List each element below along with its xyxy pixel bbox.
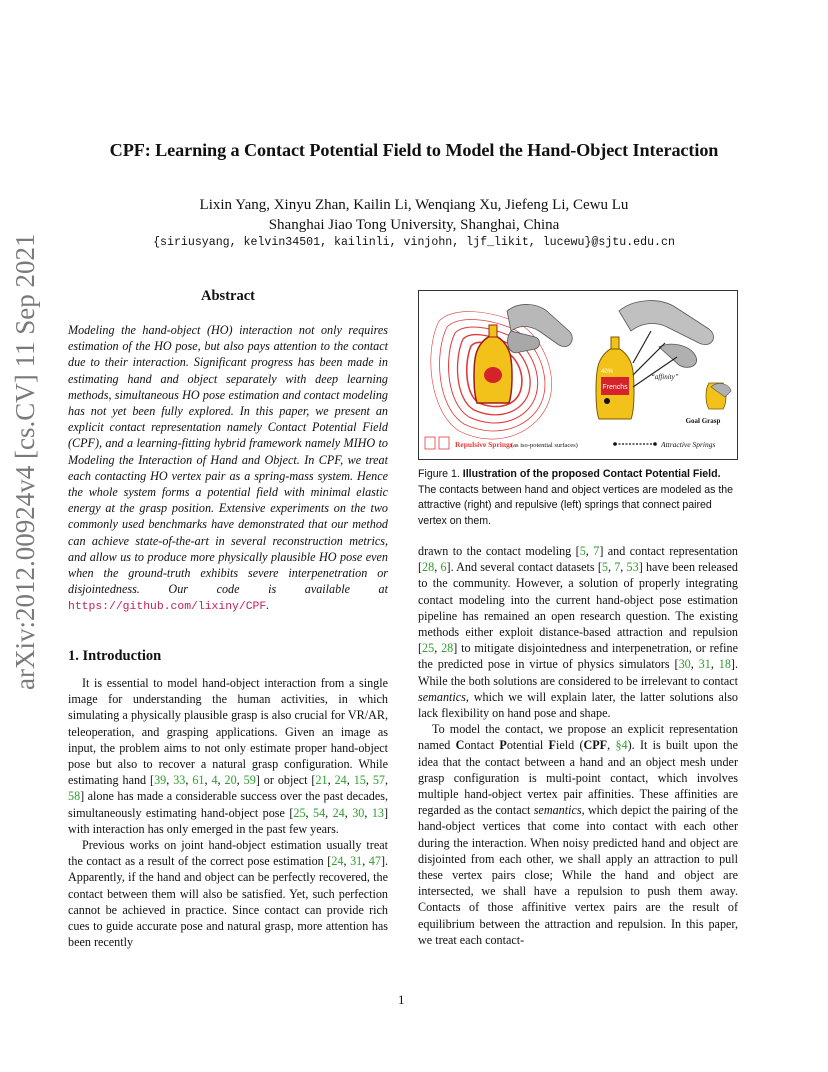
text-run: ] have been released to the community. However, a solution of properly integrating contact modeling into the current hand-object pose estimation pipeline has remained an open research question. The existing methods either exploit distance-based attraction and repulsion [	[418, 560, 738, 656]
text-run: ,	[607, 738, 616, 753]
caption-prefix: Figure 1.	[418, 468, 463, 480]
text-run: ,	[344, 805, 353, 820]
citation-link[interactable]: 30	[678, 657, 691, 672]
caption-title: Illustration of the proposed Contact Potential Field.	[462, 468, 721, 480]
goal-grasp-label: Goal Grasp	[685, 417, 721, 425]
abstract-text	[68, 322, 388, 616]
text-run: ,	[327, 773, 335, 788]
text-run: ]. Apparently, if the hand and object can be perfectly recovered, the contact between them will also be satisfied. Yet, such perfection cannot be achieved in practice. Since contact can provide rich cues to guide accurate pose and natural grasp, more attention has been recently	[68, 854, 389, 950]
contact-vertex	[604, 398, 610, 404]
text-run: ,	[710, 657, 719, 672]
hand-right	[619, 301, 714, 368]
citation-link[interactable]: 59	[243, 773, 256, 788]
bottle-badge-label: 40%	[600, 369, 614, 375]
text-run: ] and contact representation [	[418, 544, 738, 575]
acronym-letter: F	[548, 738, 556, 753]
abstract-end: .	[266, 598, 270, 613]
text-run: , which we will explain later, the latter solutions also lack flexibility on hand pose and shape.	[418, 689, 738, 721]
text-run: ]. And several contact datasets [	[446, 560, 602, 575]
affiliation: Shanghai Jiao Tong University, Shanghai, China	[268, 217, 560, 233]
hand-left	[507, 304, 572, 353]
text-run: ,	[690, 657, 699, 672]
citation-link[interactable]: 25	[422, 641, 435, 656]
page-number: 1	[398, 992, 405, 1007]
citation-link[interactable]: 5	[601, 560, 608, 575]
figure-legend	[425, 437, 715, 449]
arxiv-identifier: arXiv:2012.00924v4 [cs.CV] 11 Sep 2021	[10, 233, 40, 690]
text-run: ]. While the both solutions are considered to be irrelevant to contact	[418, 657, 738, 688]
text-run: , which depict the pairing of the hand-object vertices that come into contact with each other during the interaction. When noisy predicted hand and object are disjointed from each other, we shall apply an attraction to pull these vertex pairs close; While the hand and object are intersected, we shall have a repulsion to push them away. Contacts of those affinitive vertex pairs are the result of equilibrium between the attraction and repulsion. In this paper, we treat each contact-	[418, 803, 738, 947]
figure-1-caption	[418, 467, 738, 529]
text-run: ,	[385, 773, 389, 788]
citation-link[interactable]: 28	[422, 560, 435, 575]
citation-link[interactable]: 24	[332, 805, 345, 820]
text-run: ,	[620, 560, 627, 575]
citation-link[interactable]: 53	[626, 560, 639, 575]
goal-grasp-inset	[706, 383, 731, 409]
text-run: ,	[166, 773, 174, 788]
citation-link[interactable]: 54	[313, 805, 326, 820]
repulsive-legend-note: (as iso-potential surfaces)	[511, 442, 578, 449]
text-run: ). It is built upon the idea that the contact between a hand and an object mesh under grasp configuration is multi-point contact, which involves multiple hand-object vertex pair affinities. These affinities are regarded as the contact	[418, 738, 738, 818]
citation-link[interactable]: 5	[579, 544, 586, 558]
citation-link[interactable]: 18	[718, 657, 731, 672]
text-run: ,	[365, 773, 373, 788]
text-run: ,	[185, 773, 193, 788]
citation-link[interactable]: 6	[440, 560, 447, 575]
author-emails: {siriusyang, kelvin34501, kailinli, vinjohn, ljf_likit, lucewu}@sjtu.edu.cn	[153, 236, 675, 249]
citation-link[interactable]: 21	[315, 773, 328, 788]
citation-link[interactable]: 33	[173, 773, 186, 788]
citation-link[interactable]: §4	[615, 738, 628, 753]
citation-link[interactable]: 28	[441, 641, 454, 656]
object-bottle-right	[596, 337, 634, 419]
affinity-label: “affinity”	[651, 373, 679, 381]
introduction-heading: 1. Introduction	[68, 648, 162, 664]
citation-link[interactable]: 58	[68, 789, 81, 804]
text-run: ,	[607, 560, 615, 575]
right-paragraph-2	[418, 721, 738, 948]
right-column-text	[418, 543, 738, 948]
citation-link[interactable]: 30	[352, 805, 365, 820]
repulsive-legend-label: Repulsive Springs	[455, 440, 513, 449]
caption-body: The contacts between hand and object vertices are modeled as the attractive (right) and repulsive (left) springs that connect paired vertex on them.	[418, 483, 734, 527]
text-run: It is essential to model hand-object interaction from a single image for understanding the human activities, in which simulating a physically plausible grasp is also crucial for VR/AR, teleoperation, and grasping applications. Given an image as input, the problem aims to not only estimate proper hand-object pose but also to recover a natural grasp configuration. While estimating hand [	[68, 676, 388, 788]
text-run: ,	[362, 854, 369, 869]
citation-link[interactable]: 39	[154, 773, 167, 788]
text-run: ,	[434, 641, 442, 656]
attractive-legend-label: Attractive Springs	[661, 440, 716, 449]
abstract-heading: Abstract	[201, 288, 255, 304]
citation-link[interactable]: 47	[368, 854, 381, 869]
introduction-text	[68, 675, 388, 950]
citation-link[interactable]: 31	[350, 854, 363, 869]
citation-link[interactable]: 24	[334, 773, 347, 788]
paper-title: CPF: Learning a Contact Potential Field to Model the Hand-Object Interaction	[109, 140, 719, 160]
citation-link[interactable]: 4	[211, 773, 218, 788]
text-run: ,	[434, 560, 441, 575]
text-run: ] alone has made a considerable success over the past decades, simultaneously estimating hand-object pose [	[68, 789, 388, 820]
text-run: ] with interaction has only emerged in the past few years.	[68, 805, 389, 836]
intro-paragraph-2	[68, 837, 388, 950]
author-block	[40, 195, 788, 235]
citation-link[interactable]: 31	[698, 657, 711, 672]
citation-link[interactable]: 57	[372, 773, 385, 788]
intro-paragraph-1	[68, 675, 388, 837]
text-run: ] to mitigate disjointedness and interpenetration, or refine the predicted pose in virtue of physics simulators [	[418, 641, 738, 672]
text-run: Previous works on joint hand-object estimation usually treat the contact as a result of the correct pose estimation [	[68, 838, 388, 869]
citation-link[interactable]: 13	[371, 805, 384, 820]
text-run: ,	[217, 773, 225, 788]
text-run: To model the contact, we propose an explicit representation named	[418, 722, 738, 753]
text-run: ,	[343, 854, 351, 869]
emphasis-text: semantics	[418, 689, 466, 704]
citation-link[interactable]: 7	[593, 544, 600, 558]
citation-link[interactable]: 25	[293, 805, 306, 820]
text-run: ,	[325, 805, 333, 820]
figure-1-illustration	[419, 291, 737, 459]
acronym-letter: C	[455, 738, 465, 753]
text-run: ] or object [	[255, 773, 316, 788]
text-run: otential	[506, 738, 549, 753]
text-run: ,	[236, 773, 244, 788]
object-bottle-left	[474, 325, 512, 403]
citation-link[interactable]: 20	[224, 773, 237, 788]
right-paragraph-1	[418, 543, 738, 721]
text-run: ontact	[464, 738, 500, 753]
author-list: Lixin Yang, Xinyu Zhan, Kailin Li, Wenqiang Xu, Jiefeng Li, Cewu Lu	[199, 197, 629, 213]
bottle-brand-label: Frenchs	[602, 384, 628, 391]
citation-link[interactable]: 15	[353, 773, 366, 788]
text-run: ield (	[555, 738, 584, 753]
code-link[interactable]: https://github.com/lixiny/CPF	[68, 601, 267, 614]
text-run: ,	[346, 773, 354, 788]
text-run: drawn to the contact modeling [	[418, 544, 580, 558]
emphasis-text: semantics	[533, 803, 582, 818]
text-run: ,	[305, 805, 313, 820]
text-run: ,	[364, 805, 372, 820]
text-run: ,	[585, 544, 594, 558]
abstract-body: Modeling the hand-object (HO) interaction not only requires estimation of the HO pose, but also pays attention to the contact due to their interaction. Significant progress has been made in estimating hand and object separately with deep learning methods, simultaneous HO pose estimation and contact modeling has not yet been fully explored. In this paper, we present an explicit contact representation namely Contact Potential Field (CPF), and a learning-fitting hybrid framework namely MIHO to Modeling the Interaction of Hand and Object. In CPF, we treat each contacting HO vertex pair as a spring-mass system. Hence the whole system forms a potential field with minimal elastic energy at the grasp position. Extensive experiments on the two commonly used benchmarks have demonstrated that our method can achieve state-of-the-art in several reconstruction metrics, and allow us to produce more physically plausible HO pose even when the ground-truth exhibits severe interpenetration or disjointedness. Our code is available at	[68, 323, 388, 597]
citation-link[interactable]: 61	[192, 773, 205, 788]
figure-1	[418, 290, 738, 460]
repulsive-legend-icon	[425, 437, 435, 449]
acronym-letter: CPF	[583, 738, 608, 753]
acronym-letter: P	[499, 738, 507, 753]
text-run: ,	[204, 773, 212, 788]
citation-link[interactable]: 24	[331, 854, 344, 869]
citation-link[interactable]: 7	[614, 560, 621, 575]
